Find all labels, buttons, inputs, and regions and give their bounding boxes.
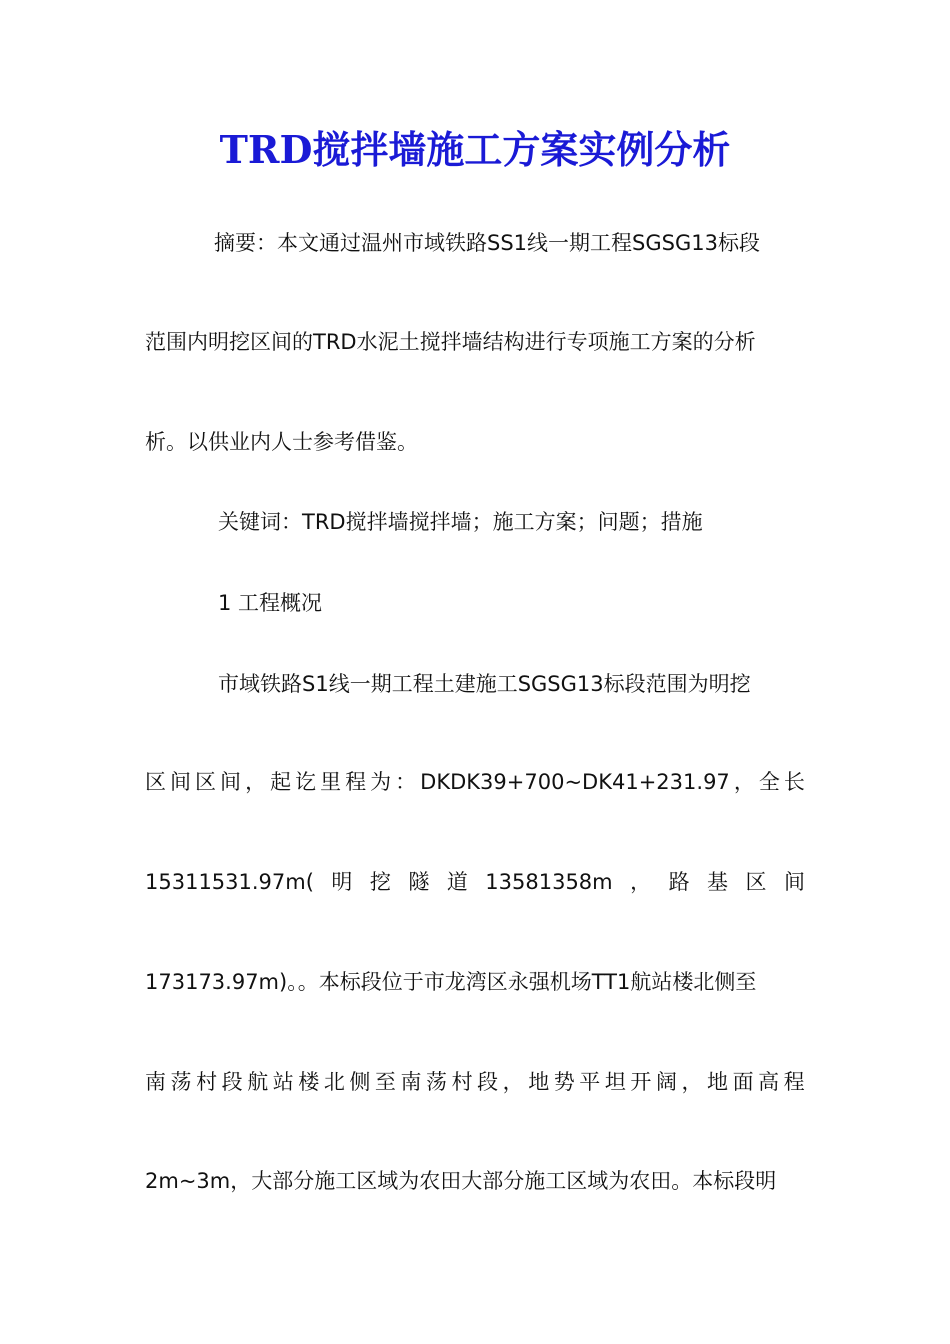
abstract-line-3: 析。以供业内人士参考借鉴。 [145, 430, 418, 454]
section-heading: 1 工程概况 [218, 591, 323, 615]
document-title: TRD搅拌墙施工方案实例分析 [219, 127, 731, 172]
abstract-line-2: 范围内明挖区间的TRD水泥土搅拌墙结构进行专项施工方案的分析 [145, 330, 756, 354]
body-line-6: 2m~3m，大部分施工区域为农田大部分施工区域为农田。本标段明 [145, 1169, 777, 1193]
abstract-line-1: 摘要：本文通过温州市域铁路SS1线一期工程SGSG13标段 [214, 231, 760, 255]
body-line-2: 区 间 区 间 ， 起 讫 里 程 为 ： DKDK39+700~DK41+231.97 ， 全 长 [145, 770, 805, 794]
keywords-line: 关键词：TRD搅拌墙搅拌墙；施工方案；问题；措施 [218, 510, 703, 534]
body-line-1: 市域铁路S1线一期工程土建施工SGSG13标段范围为明挖 [218, 672, 751, 696]
body-line-4: 173173.97m)。。本标段位于市龙湾区永强机场TT1航站楼北侧至 [145, 970, 757, 994]
body-line-3: 15311531.97m( 明 挖 隧 道 13581358m ， 路 基 区 间 [145, 870, 805, 894]
body-line-5: 南 荡 村 段 航 站 楼 北 侧 至 南 荡 村 段 ， 地 势 平 坦 开 阔 ， 地 面 高 程 [145, 1070, 805, 1094]
